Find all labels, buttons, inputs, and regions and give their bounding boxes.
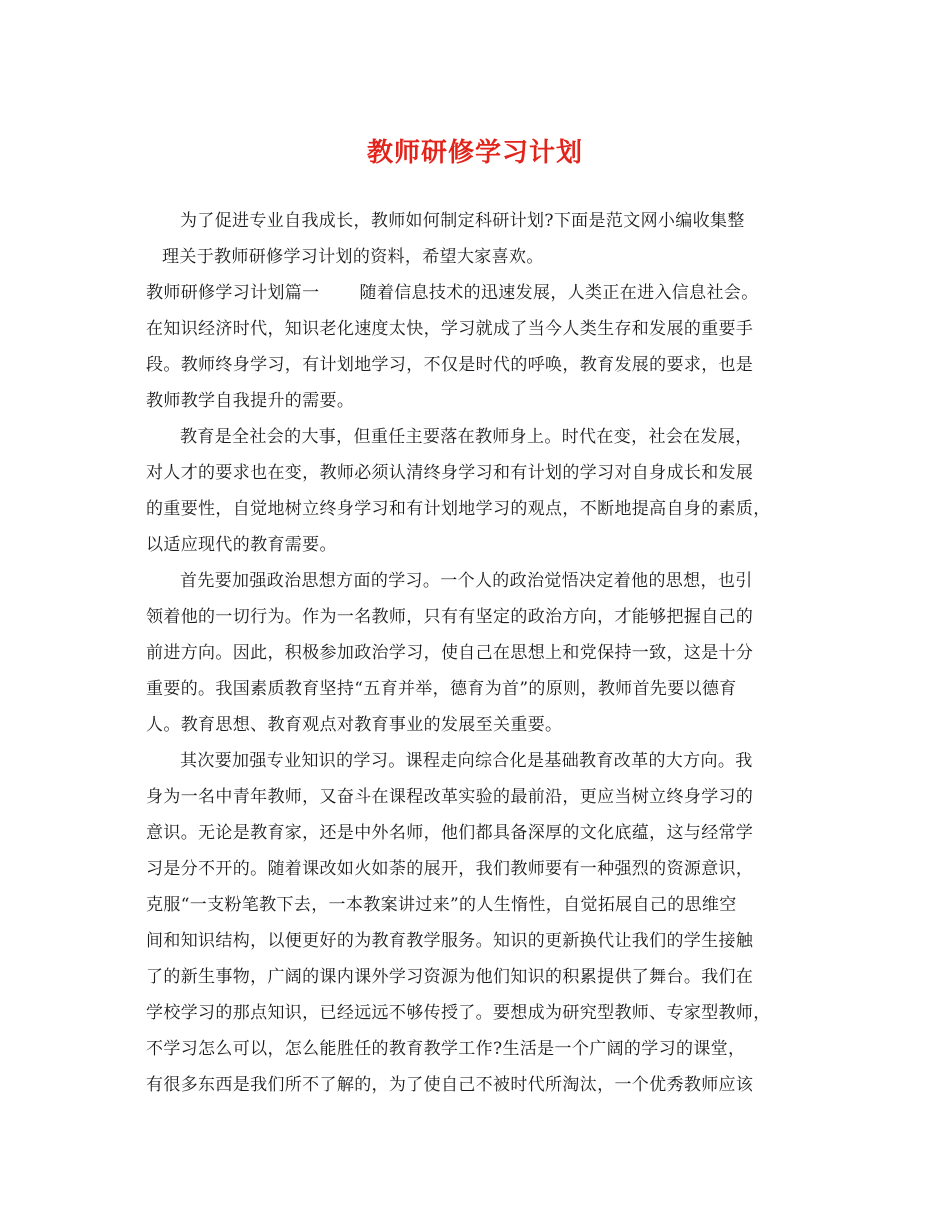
paragraph-line: 身为一名中青年教师，又奋斗在课程改革实验的最前沿，更应当树立终身学习的 (146, 787, 754, 807)
paragraph-line: 在知识经济时代，知识老化速度太快，学习就成了当今人类生存和发展的重要手 (146, 319, 754, 339)
paragraph-line: 教育是全社会的大事，但重任主要落在教师身上。时代在变，社会在发展， (180, 427, 753, 447)
document-title: 教师研修学习计划 (366, 138, 583, 168)
paragraph-line: 意识。无论是教育家，还是中外名师，他们都具备深厚的文化底蕴，这与经常学 (146, 823, 754, 843)
paragraph-line: 理关于教师研修学习计划的资料，希望大家喜欢。 (162, 247, 544, 267)
paragraph-line: 间和知识结构，以便更好的为教育教学服务。知识的更新换代让我们的学生接触 (146, 931, 754, 951)
section-line (146, 281, 759, 305)
paragraph-line: 习是分不开的。随着课改如火如荼的展开，我们教师要有一种强烈的资源意识， (146, 859, 754, 879)
paragraph-line: 人。教育思想、教育观点对教育事业的发展至关重要。 (146, 715, 563, 735)
paragraph-line: 重要的。我国素质教育坚持“五育并举，德育为首”的原则，教师首先要以德育 (146, 679, 737, 699)
paragraph-line: 克服“一支粉笔教下去，一本教案讲过来”的人生惰性，自觉拓展自己的思维空 (146, 895, 737, 915)
paragraph-line: 教师教学自我提升的需要。 (146, 391, 355, 411)
paragraph-line: 以适应现代的教育需要。 (146, 535, 337, 555)
paragraph-line: 领着他的一切行为。作为一名教师，只有有坚定的政治方向，才能够把握自己的 (146, 607, 754, 627)
paragraph-line: 学校学习的那点知识，已经远远不够传授了。要想成为研究型教师、专家型教师， (146, 1003, 771, 1023)
paragraph-line: 不学习怎么可以，怎么能胜任的教育教学工作?生活是一个广阔的学习的课堂， (146, 1039, 746, 1059)
paragraph-text: 随着信息技术的迅速发展，人类正在进入信息社会。 (359, 283, 759, 303)
paragraph-line: 有很多东西是我们所不了解的，为了使自己不被时代所淘汰，一个优秀教师应该 (146, 1075, 754, 1095)
paragraph-line: 了的新生事物，广阔的课内课外学习资源为他们知识的积累提供了舞台。我们在 (146, 967, 754, 987)
paragraph-line: 段。教师终身学习，有计划地学习，不仅是时代的呼唤，教育发展的要求，也是 (146, 355, 754, 375)
paragraph-line: 对人才的要求也在变，教师必须认清终身学习和有计划的学习对自身成长和发展 (146, 463, 754, 483)
paragraph-line: 前进方向。因此，积极参加政治学习，使自己在思想上和党保持一致，这是十分 (146, 643, 754, 663)
paragraph-line: 首先要加强政治思想方面的学习。一个人的政治觉悟决定着他的思想，也引 (180, 571, 753, 591)
section-heading: 教师研修学习计划篇一 (146, 283, 320, 303)
paragraph-line: 为了促进专业自我成长，教师如何制定科研计划?下面是范文网小编收集整 (180, 211, 745, 231)
paragraph-line: 的重要性，自觉地树立终身学习和有计划地学习的观点，不断地提高自身的素质， (146, 499, 771, 519)
paragraph-line: 其次要加强专业知识的学习。课程走向综合化是基础教育改革的大方向。我 (180, 751, 753, 771)
